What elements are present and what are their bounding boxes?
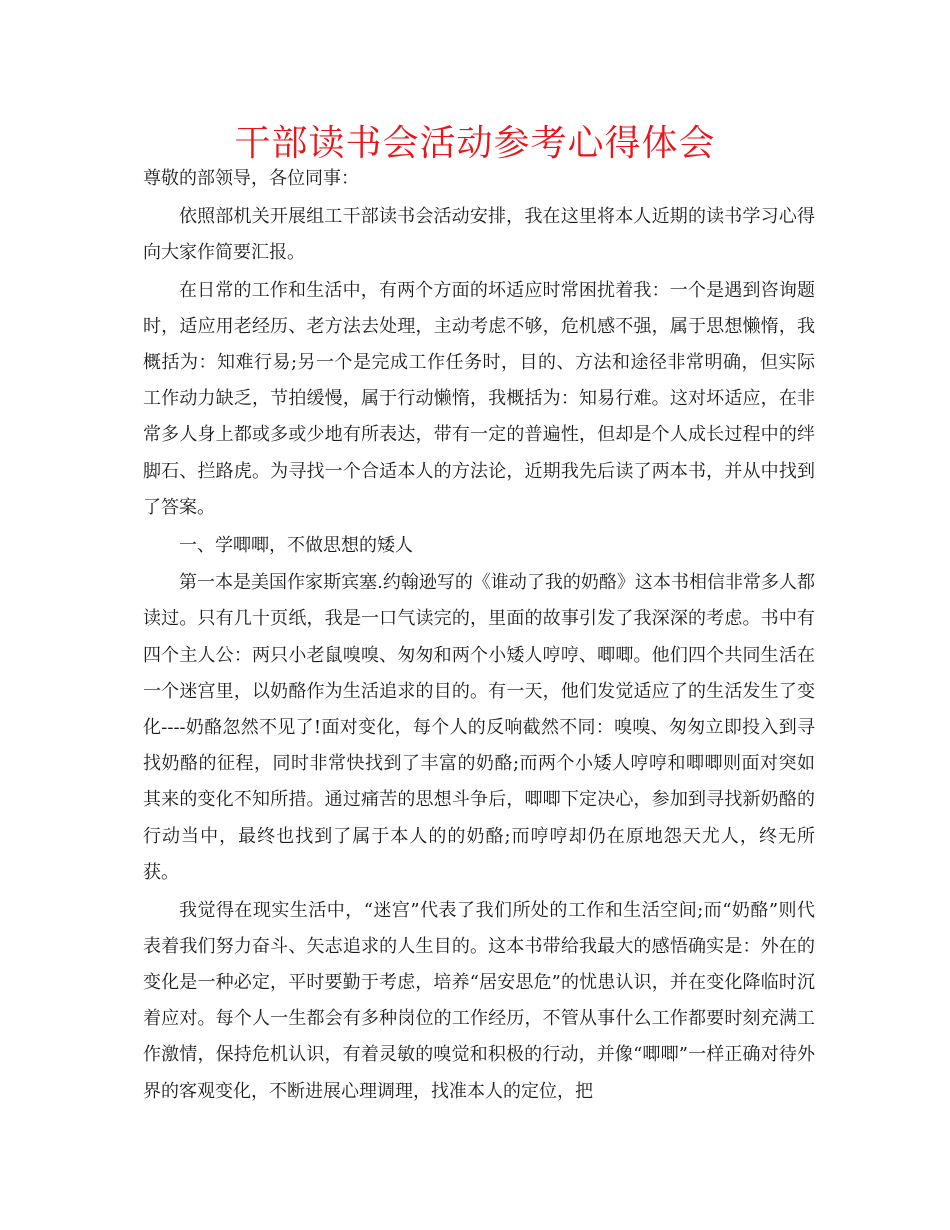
document-body bbox=[143, 161, 815, 1111]
body-paragraph: 我觉得在现实生活中，“迷宫”代表了我们所处的工作和生活空间;而“奶酪”则代表着我们努力奋斗、矢志追求的人生目的。这本书带给我最大的感悟确实是：外在的变化是一种必定，平时要勤于考虑，培养“居安思危”的忧患认识，并在变化降临时沉着应对。每个人一生都会有多种岗位的工作经历，不管从事什么工作都要时刻充满工作激情，保持危机认识，有着灵敏的嗅觉和积极的行动，并像“唧唧”一样正确对待外界的客观变化，不断进展心理调理，找准本人的定位，把 bbox=[143, 899, 815, 1102]
body-paragraph: 在日常的工作和生活中，有两个方面的坏适应时常困扰着我：一个是遇到咨询题时，适应用老经历、老方法去处理，主动考虑不够，危机感不强，属于思想懒惰，我概括为：知难行易;另一个是完成工作任务时，目的、方法和途径非常明确，但实际工作动力缺乏，节拍缓慢，属于行动懒惰，我概括为：知易行难。这对坏适应，在非常多人身上都或多或少地有所表达，带有一定的普遍性，但却是个人成长过程中的绊脚石、拦路虎。为寻找一个合适本人的方法论，近期我先后读了两本书，并从中找到了答案。 bbox=[143, 279, 815, 518]
body-paragraph: 依照部机关开展组工干部读书会活动安排，我在这里将本人近期的读书学习心得向大家作简要汇报。 bbox=[143, 205, 815, 263]
document-title: 干部读书会活动参考心得体会 bbox=[234, 123, 716, 164]
body-paragraph: 一、学唧唧，不做思想的矮人 bbox=[179, 534, 413, 556]
salutation-paragraph: 尊敬的部领导，各位同事： bbox=[143, 168, 359, 189]
body-paragraph: 第一本是美国作家斯宾塞.约翰逊写的《谁动了我的奶酪》这本书相信非常多人都读过。只有几十页纸，我是一口气读完的，里面的故事引发了我深深的考虑。书中有四个主人公：两只小老鼠嗅嗅、匆匆和两个小矮人哼哼、唧唧。他们四个共同生活在一个迷宫里，以奶酪作为生活追求的目的。有一天，他们发觉适应了的生活发生了变化----奶酪忽然不见了!面对变化，每个人的反响截然不同：嗅嗅、匆匆立即投入到寻找奶酪的征程，同时非常快找到了丰富的奶酪;而两个小矮人哼哼和唧唧则面对突如其来的变化不知所措。通过痛苦的思想斗争后，唧唧下定决心，参加到寻找新奶酪的行动当中，最终也找到了属于本人的的奶酪;而哼哼却仍在原地怨天尤人，终无所获。 bbox=[143, 572, 815, 883]
